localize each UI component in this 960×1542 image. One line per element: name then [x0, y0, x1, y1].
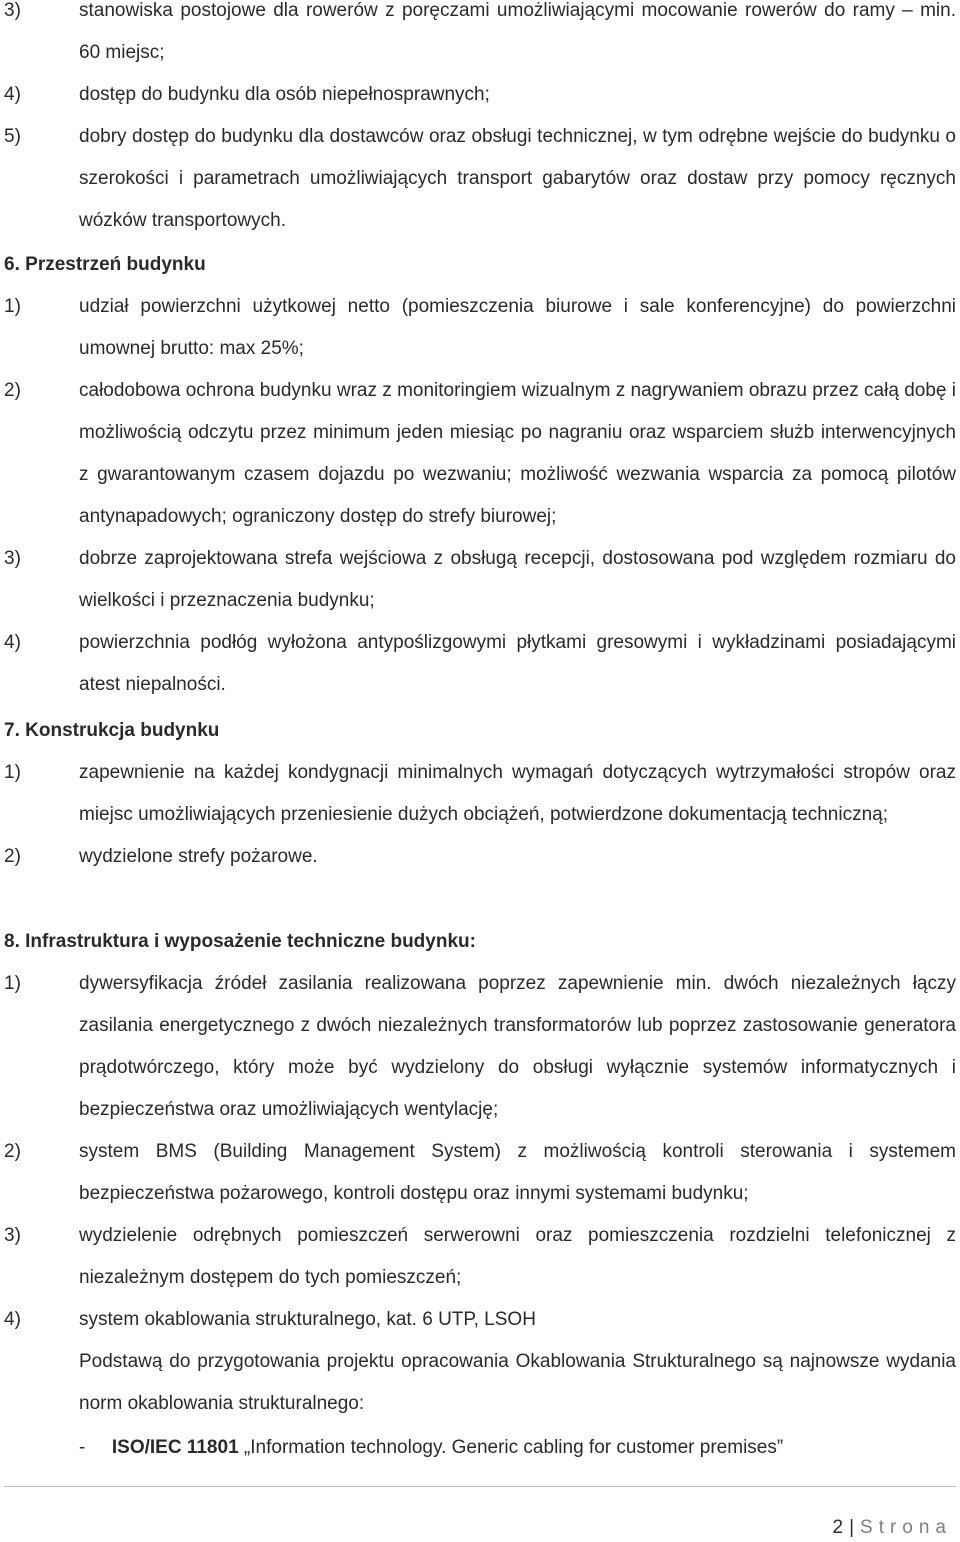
section-number: 7. [4, 720, 20, 741]
list-number: 2) [4, 1141, 21, 1162]
list-item [0, 963, 960, 1131]
list-number: 3) [4, 1225, 21, 1246]
list-item [0, 74, 960, 116]
section-heading [4, 710, 219, 752]
list-number: 2) [4, 846, 21, 867]
list-text: zapewnienie na każdej kondygnacji minimalnych wymagań dotyczących wytrzymałości stropów oraz miejsc umożliwiających przeniesienie dużych obciążeń, potwierdzone dokumentacją techniczną; [79, 762, 956, 825]
list-number: 4) [4, 84, 21, 105]
list-number: 4) [4, 632, 21, 653]
paragraph-text: Podstawą do przygotowania projektu opracowania Okablowania Strukturalnego są najnowsze wydania norm okablowania strukturalnego: [79, 1351, 956, 1414]
page-footer [833, 1514, 953, 1542]
list-number: 3) [4, 548, 21, 569]
list-text: dobry dostęp do budynku dla dostawców oraz obsługi technicznej, w tym odrębne wejście do budynku o szerokości i parametrach umożliwiających transport gabarytów oraz dostaw przy pomocy ręcznych wózków transportowych. [79, 126, 956, 231]
list-text: dobrze zaprojektowana strefa wejściowa z obsługą recepcji, dostosowana pod względem rozmiaru do wielkości i przeznaczenia budynku; [79, 548, 956, 611]
section-number: 8. [4, 931, 20, 952]
list-item [0, 370, 960, 538]
list-item [0, 286, 960, 370]
page-word: Strona [860, 1517, 952, 1538]
section7-list [0, 752, 960, 878]
list-text: system okablowania strukturalnego, kat. 6 UTP, LSOH [79, 1309, 536, 1330]
list-text: całodobowa ochrona budynku wraz z monitoringiem wizualnym z nagrywaniem obrazu przez całą dobę i możliwością odczytu przez minimum jeden miesiąc po nagraniu oraz wsparciem służb interwencyjnych z gwarantowanym czasem dojazdu po wezwaniu; możliwość wezwania wsparcia za pomocą pilotów antynapadowych; ograniczony dostęp do strefy biurowej; [79, 380, 956, 527]
list-number: 1) [4, 296, 21, 317]
list-text: powierzchnia podłóg wyłożona antypoślizgowymi płytkami gresowymi i wykładzinami posiadającymi atest niepalności. [79, 632, 956, 695]
list-number: 1) [4, 973, 21, 994]
list-item [0, 836, 960, 878]
list-item [0, 1299, 960, 1341]
list-text: dywersyfikacja źródeł zasilania realizowana poprzez zapewnienie min. dwóch niezależnych łączy zasilania energetycznego z dwóch niezależnych transformatorów lub poprzez zastosowanie generatora prądotwórczego, który może być wydzielony do obsługi wyłącznie systemów informatycznych i bezpieczeństwa oraz umożliwiających wentylację; [79, 973, 956, 1120]
list-item [0, 1131, 960, 1215]
page-number: 2 [832, 1517, 844, 1538]
list-item [0, 1215, 960, 1299]
norm-title: „Information technology. Generic cabling for customer premises” [243, 1437, 784, 1458]
list-text: udział powierzchni użytkowej netto (pomieszczenia biurowe i sale konferencyjne) do powierzchni umownej brutto: max 25%; [79, 296, 956, 359]
section8-list [0, 963, 960, 1425]
list-item [0, 622, 960, 706]
section-title: Infrastruktura i wyposażenie techniczne budynku: [25, 931, 476, 952]
list-item [0, 538, 960, 622]
norm-line [79, 1427, 783, 1469]
section-heading [4, 244, 206, 286]
section6-list [0, 286, 960, 706]
list-number: 1) [4, 762, 21, 783]
section-title: Przestrzeń budynku [25, 254, 206, 275]
list-text: system BMS (Building Management System) z możliwością kontroli sterowania i systemem bezpieczeństwa pożarowego, kontroli dostępu oraz innymi systemami budynku; [79, 1141, 956, 1204]
footer-separator: | [849, 1517, 855, 1538]
list-text: dostęp do budynku dla osób niepełnosprawnych; [79, 84, 490, 105]
list-text: wydzielone strefy pożarowe. [79, 846, 318, 867]
list-item [0, 116, 960, 242]
list-number: 4) [4, 1309, 21, 1330]
list-number: 2) [4, 380, 21, 401]
list-text: wydzielenie odrębnych pomieszczeń serwerowni oraz pomieszczenia rozdzielni telefonicznej z niezależnym dostępem do tych pomieszczeń; [79, 1225, 956, 1288]
list-number: 5) [4, 126, 21, 147]
list-item [0, 0, 960, 74]
section-number: 6. [4, 254, 20, 275]
section-heading [4, 921, 476, 963]
list-text: stanowiska postojowe dla rowerów z poręczami umożliwiającymi mocowanie rowerów do ramy – min. 60 miejsc; [79, 0, 956, 63]
section5-list [0, 0, 960, 242]
norm-code: ISO/IEC 11801 [111, 1437, 239, 1458]
list-item [0, 752, 960, 836]
list-number: 3) [4, 0, 21, 21]
section-title: Konstrukcja budynku [25, 720, 220, 741]
footer-divider [4, 1486, 956, 1487]
dash-marker: - [79, 1437, 86, 1458]
